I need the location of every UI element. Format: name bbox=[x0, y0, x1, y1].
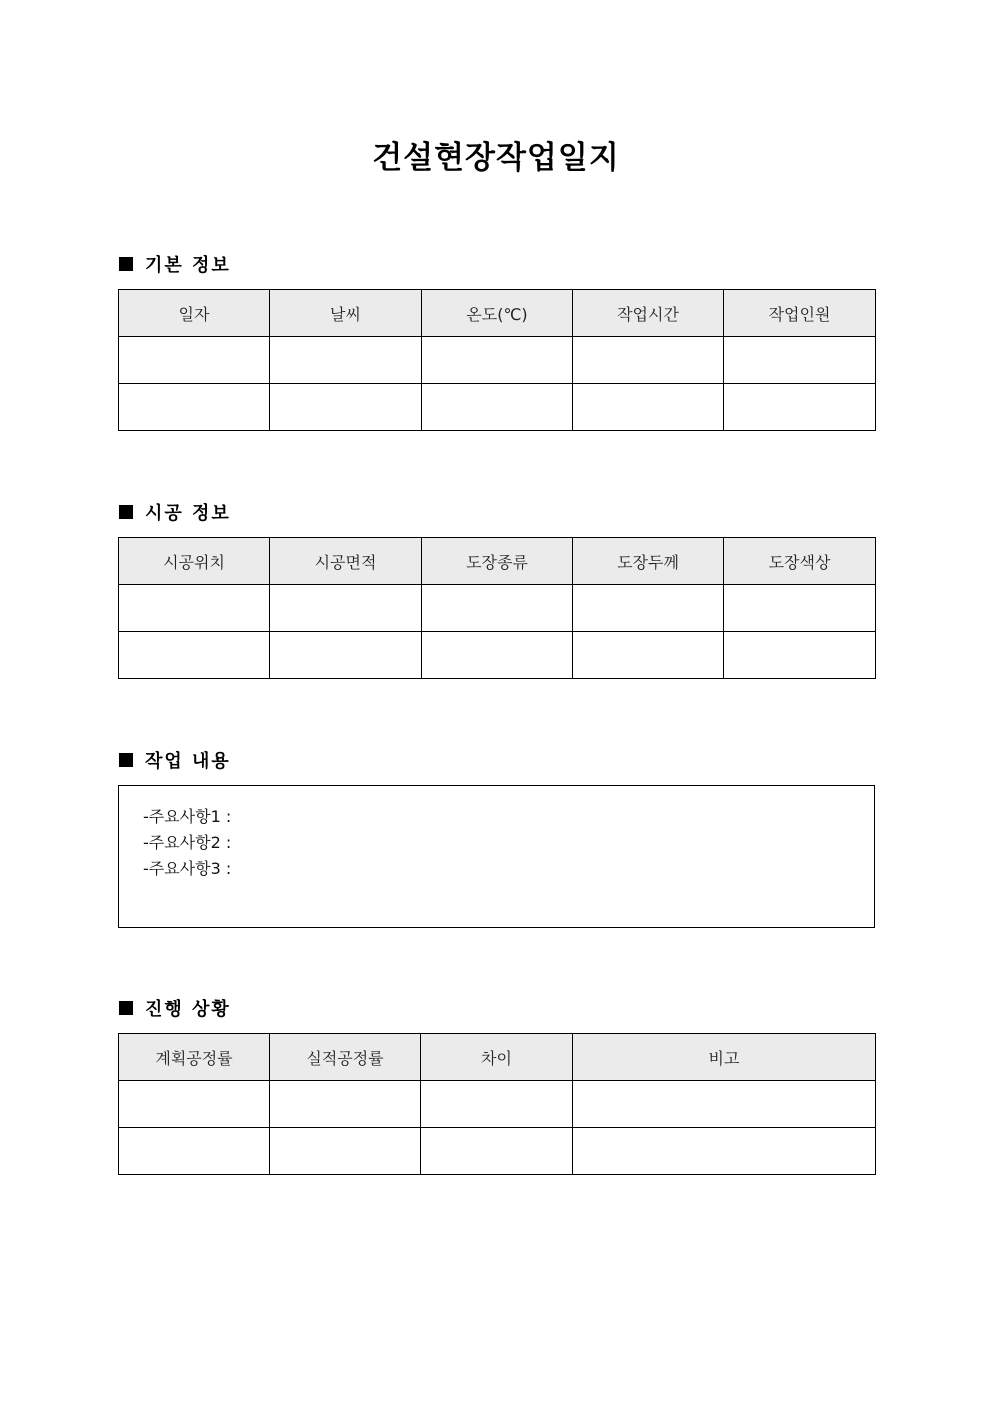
table-cell[interactable] bbox=[119, 337, 270, 384]
table-cell[interactable] bbox=[422, 337, 573, 384]
header-cell-paint-thickness: 도장두께 bbox=[573, 538, 724, 585]
header-cell-remarks: 비고 bbox=[573, 1034, 876, 1081]
table-cell[interactable] bbox=[422, 384, 573, 431]
section-heading-basic-label: 기본 정보 bbox=[145, 255, 231, 276]
table-cell[interactable] bbox=[421, 1128, 573, 1175]
table-cell[interactable] bbox=[270, 337, 422, 384]
table-cell[interactable] bbox=[573, 632, 724, 679]
table-cell[interactable] bbox=[119, 1128, 270, 1175]
table-cell[interactable] bbox=[422, 585, 573, 632]
table-header-row bbox=[119, 1034, 876, 1081]
header-cell-location: 시공위치 bbox=[119, 538, 270, 585]
table-cell[interactable] bbox=[573, 585, 724, 632]
work-item-3: -주요사항3 : bbox=[143, 859, 232, 878]
table-cell[interactable] bbox=[270, 632, 422, 679]
header-cell-area: 시공면적 bbox=[270, 538, 422, 585]
table-row bbox=[119, 384, 876, 431]
square-bullet-icon bbox=[119, 257, 133, 271]
work-item-2: -주요사항2 : bbox=[143, 833, 232, 852]
header-cell-temperature: 온도(℃) bbox=[422, 290, 573, 337]
square-bullet-icon bbox=[119, 505, 133, 519]
section-heading-progress-label: 진행 상황 bbox=[145, 999, 231, 1020]
table-cell[interactable] bbox=[724, 585, 876, 632]
section-heading-work bbox=[119, 747, 231, 773]
table-cell[interactable] bbox=[270, 1128, 421, 1175]
header-cell-date: 일자 bbox=[119, 290, 270, 337]
table-row bbox=[119, 632, 876, 679]
section-heading-construction bbox=[119, 499, 231, 525]
page-title: 건설현장작업일지 bbox=[372, 140, 620, 176]
section-heading-construction-label: 시공 정보 bbox=[145, 503, 231, 524]
header-cell-paint-color: 도장색상 bbox=[724, 538, 876, 585]
table-cell[interactable] bbox=[724, 337, 876, 384]
header-cell-paint-type: 도장종류 bbox=[422, 538, 573, 585]
table-cell[interactable] bbox=[573, 337, 724, 384]
header-cell-difference: 차이 bbox=[421, 1034, 573, 1081]
construction-info-table bbox=[118, 537, 876, 679]
table-cell[interactable] bbox=[421, 1081, 573, 1128]
header-cell-planned-rate: 계획공정률 bbox=[119, 1034, 270, 1081]
table-row bbox=[119, 337, 876, 384]
table-cell[interactable] bbox=[573, 1128, 876, 1175]
table-cell[interactable] bbox=[573, 384, 724, 431]
header-cell-workers: 작업인원 bbox=[724, 290, 876, 337]
square-bullet-icon bbox=[119, 1001, 133, 1015]
table-cell[interactable] bbox=[573, 1081, 876, 1128]
work-content-box[interactable] bbox=[118, 785, 875, 928]
table-cell[interactable] bbox=[724, 632, 876, 679]
table-cell[interactable] bbox=[724, 384, 876, 431]
section-heading-work-label: 작업 내용 bbox=[145, 751, 231, 772]
table-row bbox=[119, 585, 876, 632]
table-cell[interactable] bbox=[119, 384, 270, 431]
basic-info-table bbox=[118, 289, 876, 431]
table-cell[interactable] bbox=[119, 632, 270, 679]
table-row bbox=[119, 1128, 876, 1175]
table-row bbox=[119, 1081, 876, 1128]
table-header-row bbox=[119, 290, 876, 337]
table-cell[interactable] bbox=[119, 1081, 270, 1128]
table-header-row bbox=[119, 538, 876, 585]
table-cell[interactable] bbox=[119, 585, 270, 632]
square-bullet-icon bbox=[119, 753, 133, 767]
work-item-1: -주요사항1 : bbox=[143, 807, 232, 826]
header-cell-actual-rate: 실적공정률 bbox=[270, 1034, 421, 1081]
table-cell[interactable] bbox=[270, 1081, 421, 1128]
table-cell[interactable] bbox=[270, 384, 422, 431]
section-heading-basic bbox=[119, 251, 231, 277]
header-cell-weather: 날씨 bbox=[270, 290, 422, 337]
table-cell[interactable] bbox=[270, 585, 422, 632]
header-cell-work-hours: 작업시간 bbox=[573, 290, 724, 337]
work-content-lines bbox=[143, 804, 231, 882]
table-cell[interactable] bbox=[422, 632, 573, 679]
section-heading-progress bbox=[119, 995, 231, 1021]
progress-table bbox=[118, 1033, 876, 1175]
